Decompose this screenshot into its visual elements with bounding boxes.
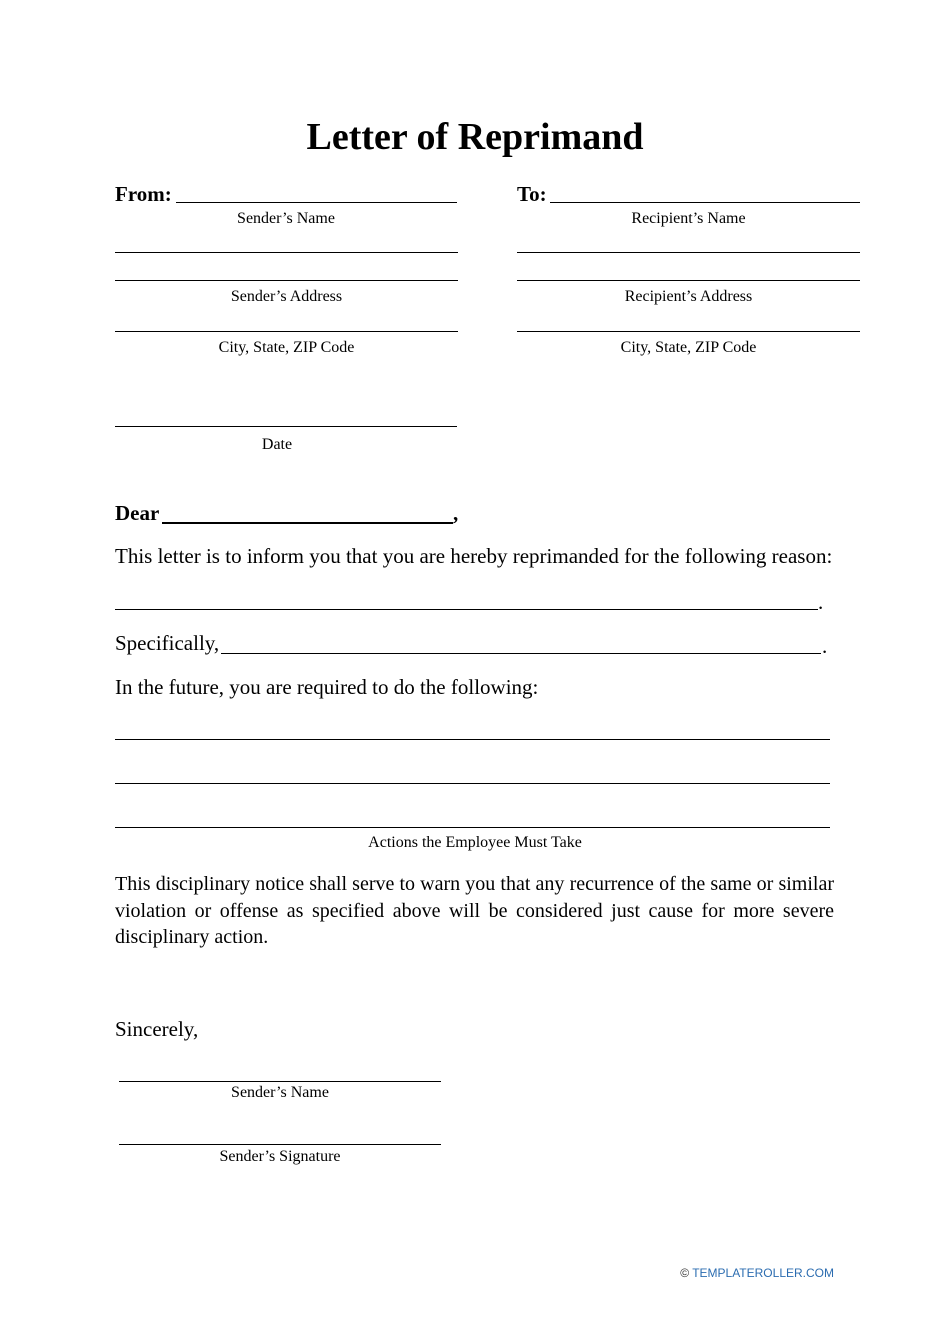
footer-brand [680, 1266, 834, 1280]
sender-name-line[interactable] [176, 202, 457, 203]
specifically-period: . [822, 634, 828, 658]
salutation-label: Dear [115, 501, 160, 525]
page-title: Letter of Reprimand [306, 116, 644, 158]
closing-text: Sincerely, [115, 1017, 199, 1041]
specifically-line[interactable] [221, 653, 821, 654]
recipient-name-caption: Recipient’s Name [631, 210, 746, 227]
warning-paragraph: This disciplinary notice shall serve to warn you that any recurrence of the same or similar violation or offense as specified above will be considered just cause for more severe disciplinary action. [115, 873, 834, 948]
to-label: To: [517, 182, 547, 206]
sender-address-caption: Sender’s Address [230, 288, 343, 305]
specifically-label: Specifically, [115, 631, 220, 655]
sender-city-line[interactable] [115, 331, 458, 332]
recipient-address-caption: Recipient’s Address [624, 288, 753, 305]
recipient-name-line[interactable] [550, 202, 860, 203]
action-line-3[interactable] [115, 827, 830, 828]
signature-line[interactable] [119, 1144, 441, 1145]
copyright-symbol: © [680, 1266, 690, 1280]
signature-name-line[interactable] [119, 1081, 441, 1082]
reason-line[interactable] [115, 609, 818, 610]
intro-text: This letter is to inform you that you are hereby reprimanded for the following reason: [115, 544, 833, 568]
date-caption: Date [261, 436, 293, 453]
actions-caption: Actions the Employee Must Take [368, 834, 582, 851]
recipient-address-line-1[interactable] [517, 252, 860, 253]
recipient-city-caption: City, State, ZIP Code [620, 339, 757, 356]
signature-caption: Sender’s Signature [219, 1148, 341, 1165]
reason-period: . [818, 590, 824, 614]
brand-link[interactable]: TEMPLATEROLLER.COM [692, 1266, 834, 1280]
action-line-2[interactable] [115, 783, 830, 784]
sender-city-caption: City, State, ZIP Code [218, 339, 355, 356]
recipient-city-line[interactable] [517, 331, 860, 332]
signature-name-caption: Sender’s Name [231, 1084, 329, 1101]
from-label: From: [115, 182, 172, 206]
sender-address-line-2[interactable] [115, 280, 458, 281]
date-line[interactable] [115, 426, 457, 427]
recipient-address-line-2[interactable] [517, 280, 860, 281]
recipient-salutation-line[interactable] [162, 522, 453, 524]
sender-name-caption: Sender’s Name [237, 210, 335, 227]
future-text: In the future, you are required to do the following: [115, 675, 539, 699]
action-line-1[interactable] [115, 739, 830, 740]
salutation-comma: , [453, 501, 459, 525]
sender-address-line-1[interactable] [115, 252, 458, 253]
